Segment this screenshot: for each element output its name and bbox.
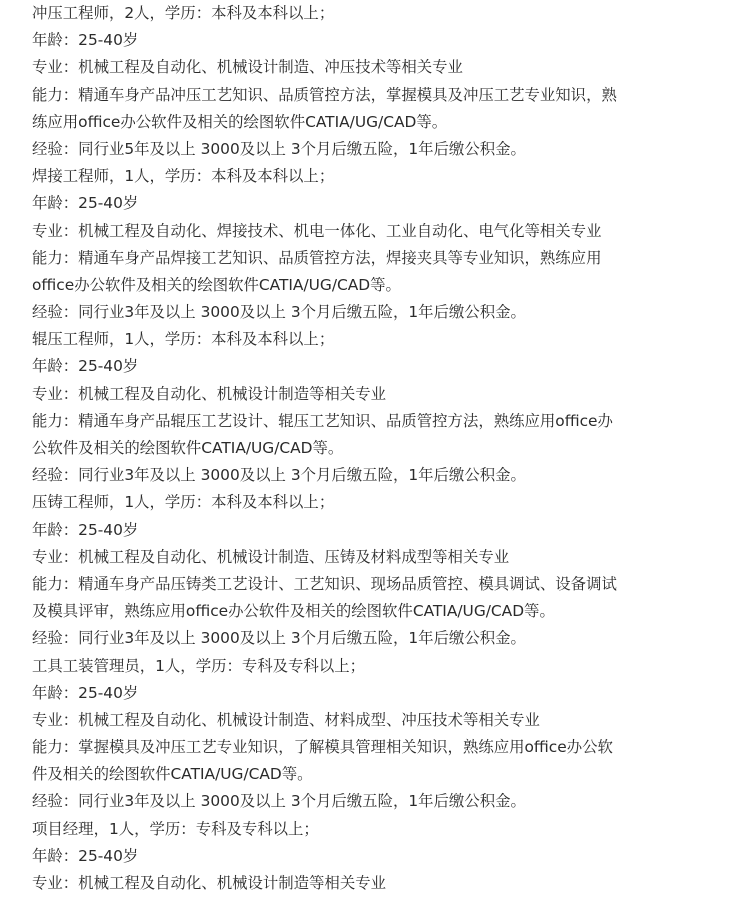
job-title: 压铸工程师，1人，学历：本科及本科以上； (32, 493, 335, 512)
job-block-stamping-engineer (32, 0, 712, 163)
job-ability-line-1: 能力：掌握模具及冲压工艺专业知识，了解模具管理相关知识，熟练应用office办公软 (32, 738, 613, 757)
job-ability-line-1: 能力：精通车身产品辊压工艺设计、辊压工艺知识、品质管控方法，熟练应用office办 (32, 411, 613, 430)
job-experience: 经验：同行业3年及以上 3000及以上 3个月后缴五险，1年后缴公积金。 (32, 629, 526, 648)
job-ability-line-1: 能力：精通车身产品焊接工艺知识、品质管控方法，焊接夹具等专业知识，熟练应用 (32, 248, 602, 267)
job-title: 工具工装管理员，1人，学历：专科及专科以上； (32, 656, 365, 675)
job-age: 年龄：25-40岁 (32, 846, 139, 865)
job-experience: 经验：同行业3年及以上 3000及以上 3个月后缴五险，1年后缴公积金。 (32, 303, 526, 322)
job-experience: 经验：同行业3年及以上 3000及以上 3个月后缴五险，1年后缴公积金。 (32, 792, 526, 811)
job-age: 年龄：25-40岁 (32, 520, 139, 539)
job-block-welding-engineer (32, 163, 712, 326)
job-age: 年龄：25-40岁 (32, 194, 139, 213)
job-title: 辊压工程师，1人，学历：本科及本科以上； (32, 330, 335, 349)
job-title: 冲压工程师，2人，学历：本科及本科以上； (32, 4, 335, 22)
job-ability-line-2: office办公软件及相关的绘图软件CATIA/UG/CAD等。 (32, 275, 401, 294)
job-major: 专业：机械工程及自动化、机械设计制造、冲压技术等相关专业 (32, 58, 463, 77)
job-experience: 经验：同行业3年及以上 3000及以上 3个月后缴五险，1年后缴公积金。 (32, 466, 526, 485)
job-major: 专业：机械工程及自动化、机械设计制造等相关专业 (32, 874, 386, 892)
job-ability-line-1: 能力：精通车身产品冲压工艺知识、品质管控方法，掌握模具及冲压工艺专业知识，熟 (32, 85, 617, 104)
job-listing-document (32, 0, 712, 897)
job-age: 年龄：25-40岁 (32, 357, 139, 376)
job-block-die-casting-engineer (32, 489, 712, 652)
job-block-roll-forming-engineer (32, 326, 712, 489)
job-ability-line-2: 及模具评审，熟练应用office办公软件及相关的绘图软件CATIA/UG/CAD等。 (32, 602, 555, 621)
job-ability-line-1: 能力：精通车身产品压铸类工艺设计、工艺知识、现场品质管控、模具调试、设备调试 (32, 574, 617, 593)
job-block-tooling-manager (32, 653, 712, 816)
job-major: 专业：机械工程及自动化、机械设计制造、压铸及材料成型等相关专业 (32, 547, 510, 566)
job-ability-line-2: 件及相关的绘图软件CATIA/UG/CAD等。 (32, 765, 313, 784)
job-ability-line-2: 练应用office办公软件及相关的绘图软件CATIA/UG/CAD等。 (32, 112, 448, 131)
job-ability-line-2: 公软件及相关的绘图软件CATIA/UG/CAD等。 (32, 439, 344, 457)
job-experience: 经验：同行业5年及以上 3000及以上 3个月后缴五险，1年后缴公积金。 (32, 139, 526, 158)
job-age: 年龄：25-40岁 (32, 31, 139, 50)
job-block-project-manager (32, 816, 712, 897)
job-age: 年龄：25-40岁 (32, 683, 139, 702)
job-major: 专业：机械工程及自动化、机械设计制造等相关专业 (32, 384, 386, 403)
job-title: 焊接工程师，1人，学历：本科及本科以上； (32, 167, 335, 186)
job-major: 专业：机械工程及自动化、焊接技术、机电一体化、工业自动化、电气化等相关专业 (32, 221, 602, 240)
job-title: 项目经理，1人，学历：专科及专科以上； (32, 819, 319, 838)
job-major: 专业：机械工程及自动化、机械设计制造、材料成型、冲压技术等相关专业 (32, 710, 540, 729)
